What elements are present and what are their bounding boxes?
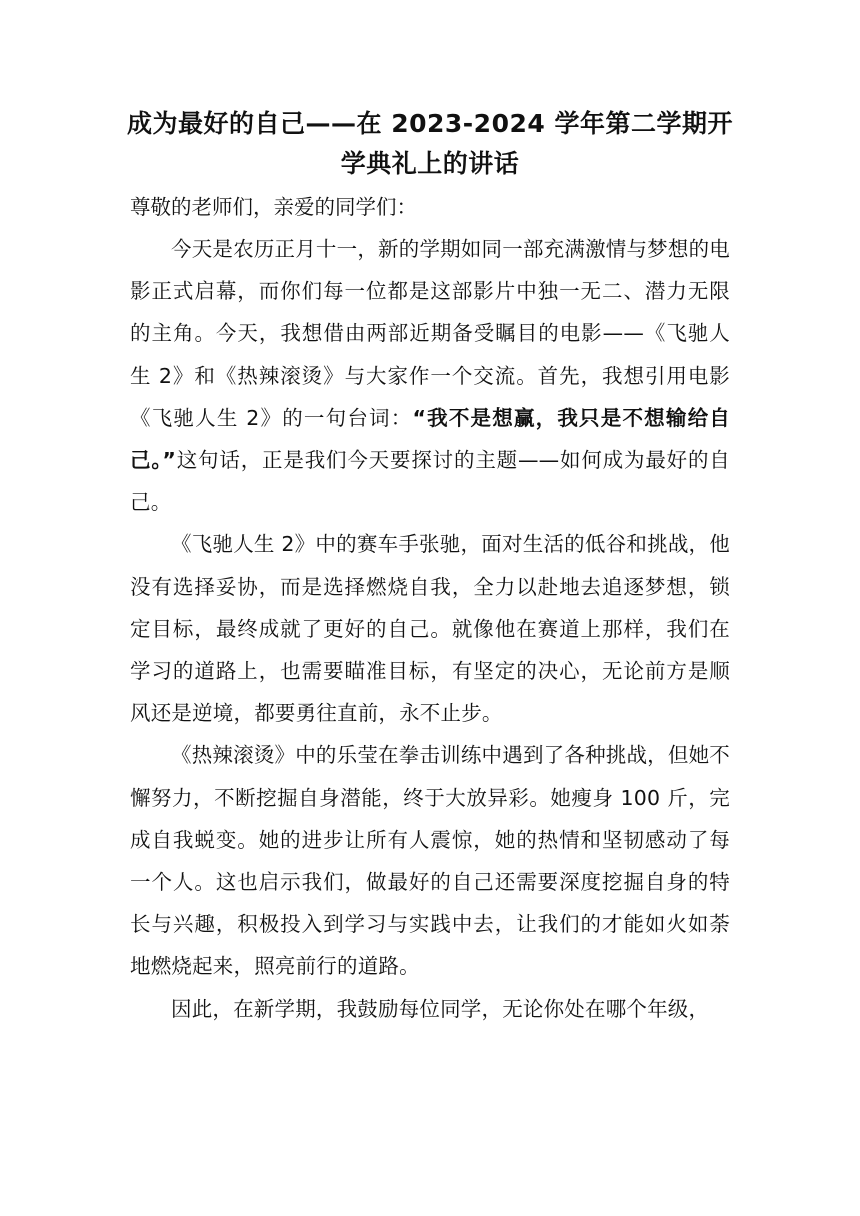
movie-quote: “我不是想赢，我只是不想输给自己。” <box>130 405 730 473</box>
paragraph-intro-continuation: 这句话，正是我们今天要探讨的主题——如何成为最好的自己。 <box>130 448 731 515</box>
salutation: 尊敬的老师们，亲爱的同学们： <box>130 195 417 219</box>
paragraph-feichi: 《飞驰人生 2》中的赛车手张驰，面对生活的低谷和挑战，他没有选择妥协，而是选择燃烧自我，全力以赴地去追逐梦想，锁定目标，最终成就了更好的自己。就像他在赛道上那样，我们在学习的道路上，也需要瞄准目标，有坚定的决心，无论前方是顺风还是逆境，都要勇往直前，永不止步。 <box>130 532 730 726</box>
paragraph-relagundang: 《热辣滚烫》中的乐莹在拳击训练中遇到了各种挑战，但她不懈努力，不断挖掘自身潜能，终于大放异彩。她瘦身 100 斤，完成自我蜕变。她的进步让所有人震惊，她的热情和坚韧感动了每一个人。这也启示我们，做最好的自己还需要深度挖掘自身的特长与兴趣，积极投入到学习与实践中去，让我们的才能如火如荼地燃烧起来，照亮前行的道路。 <box>130 743 730 979</box>
document-page <box>127 104 733 1030</box>
paragraph-intro <box>130 228 730 523</box>
paragraph-conclusion: 因此，在新学期，我鼓励每位同学，无论你处在哪个年级， <box>171 996 710 1021</box>
document-title: 成为最好的自己——在 2023-2024 学年第二学期开学典礼上的讲话 <box>127 109 733 178</box>
paragraph-intro-text: 今天是农历正月十一，新的学期如同一部充满激情与梦想的电影正式启幕，而你们每一位都是这部影片中独一无二、潜力无限的主角。今天，我想借由两部近期备受瞩目的电影——《飞驰人生 2》和《热辣滚烫》与大家作一个交流。首先，我想引用电影《飞驰人生 2》的一句台词： <box>130 237 730 430</box>
